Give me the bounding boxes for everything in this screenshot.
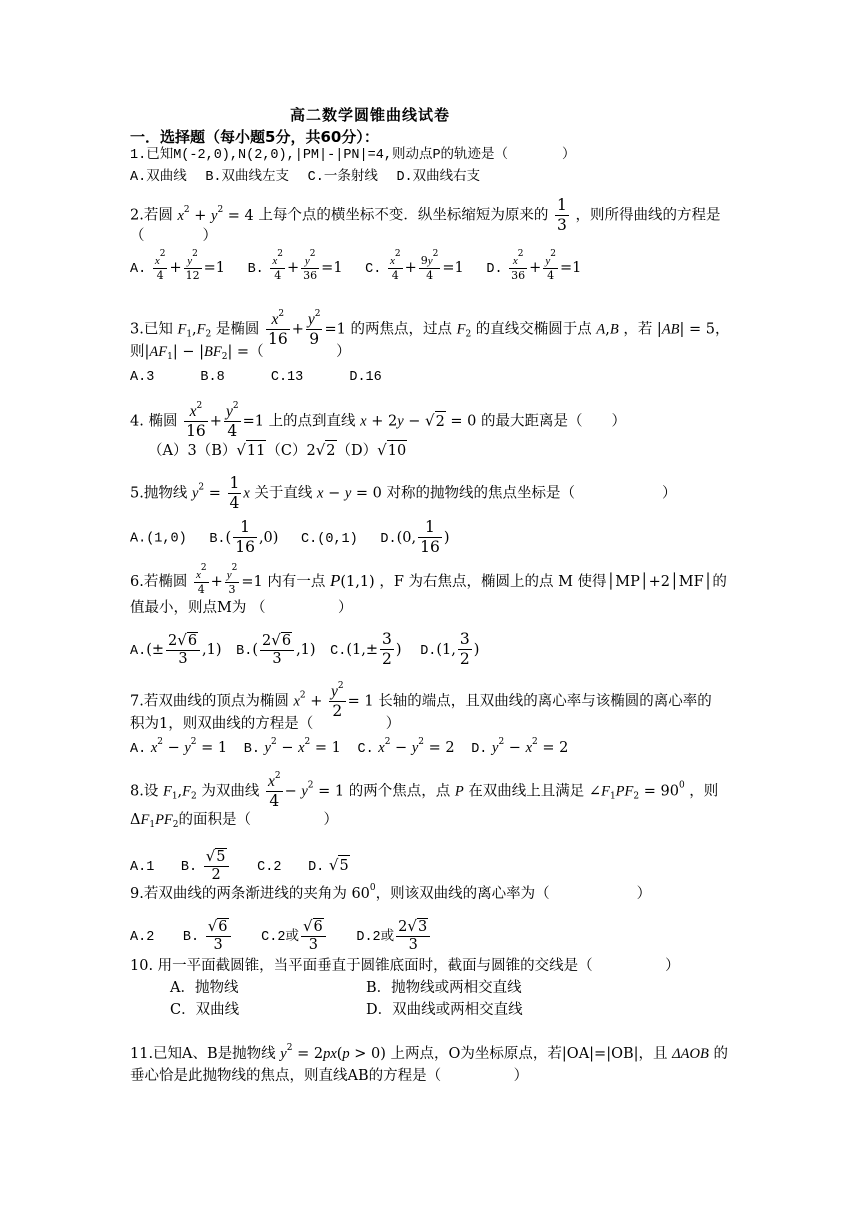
q3-stem-line2: 则$|AF_1| - |BF_2|$ =（ ） — [130, 344, 351, 362]
q1-option-b: B.双曲线左支 — [205, 170, 290, 185]
q4-option-a: （A）3 — [148, 443, 197, 459]
q6-stem-line2: 值最小，则点M为 （ ） — [130, 600, 353, 616]
q10-option-d: D．双曲线或两相交直线 — [366, 1002, 523, 1018]
q6-option-b: B.( $\frac{2√6}{3}$ ,1) — [236, 630, 316, 667]
q4-option-c: （C）2√2 — [266, 441, 336, 459]
q1-option-d: D.双曲线右支 — [396, 170, 481, 185]
q1-option-a: A.双曲线 — [130, 170, 187, 185]
q10-stem: 10. 用一平面截圆锥，当平面垂直于圆锥底面时，截面与圆锥的交线是（ ） — [130, 958, 680, 974]
q2-option-a: A. $\frac{x^2}{4}$ + $\frac{y^2}{12}$ =1 — [130, 249, 225, 282]
q6-option-a: A.(± $\frac{2√6}{3}$ ,1) — [130, 630, 222, 667]
q7-option-c: C. $x^2 - y^2 = 2$ — [357, 737, 455, 757]
q9-option-a: A.2 — [130, 930, 155, 945]
q10-option-b: B．抛物线或两相交直线 — [366, 980, 522, 996]
q4-stem: 4. 椭圆 $\frac{x^2}{16}$ + $\frac{y^2}{4}$ =1 上的点到直线 x + 2y − √2 = 0 的最大距离是（ ） — [130, 401, 627, 440]
q5-options — [130, 518, 449, 557]
q7-option-b: B. $y^2 - x^2 = 1$ — [243, 737, 341, 757]
q9-stem: 9.若双曲线的两条渐进线的夹角为 $60^0$，则该双曲线的离心率为（ ） — [130, 883, 652, 902]
q8-option-b: B. $\frac{√5}{2}$ — [181, 858, 231, 874]
q9-option-c: C.2或 $\frac{√6}{3}$ — [261, 928, 328, 944]
q8-option-d: D. √5 — [308, 856, 349, 875]
q3-option-d: D.16 — [349, 370, 382, 385]
q1-stem: 1.已知M(-2,0),N(2,0),|PM|-|PN|=4,则动点P的轨迹是（ ） — [130, 148, 576, 163]
q4-option-b: （B）√11 — [196, 441, 266, 459]
q3-option-c: C.13 — [270, 370, 304, 385]
q1-option-c: C.一条射线 — [307, 170, 378, 185]
q2-option-d: D. $\frac{x^2}{36}$ + $\frac{y^2}{4}$ =1 — [486, 249, 582, 282]
q2-stem: 2.若圆 $x^2 + y^2 = 4$ 上每个点的横坐标不变．纵坐标缩短为原来的 $\frac{1}{3}$ ，则所得曲线的方程是 — [130, 196, 721, 234]
q2-option-b: B. $\frac{x^2}{4}$ + $\frac{y^2}{36}$ =1 — [247, 249, 343, 282]
q3-stem: 3.已知 $F_1,F_2$ 是椭圆 $\frac{x^2}{16}$ + $\frac{y^2}{9}$ =1 的两焦点，过点 $F_2$ 的直线交椭圆于点 A,B ，若 |AB| = 5， — [130, 309, 730, 348]
q3-ellipse-x-term: $\frac{x^2}{16}$ — [267, 309, 288, 348]
q7-option-a: A. $x^2 - y^2 = 1$ — [130, 737, 228, 757]
q5-stem: 5.抛物线 $y^2$ = $\frac{1}{4}$ x 关于直线 x − y = 0 对称的抛物线的焦点坐标是（ ） — [130, 474, 677, 512]
q2-options — [130, 249, 582, 282]
q8-options — [130, 848, 350, 884]
q8-option-c: C.2 — [257, 860, 282, 875]
q6-option-d: D.(1, $\frac{3}{2}$ ) — [420, 630, 480, 668]
q10-option-a: A．抛物线 — [170, 980, 239, 996]
q11-stem: 11.已知A、B是抛物线 $y^2 = 2px(p > 0)$ 上两点，O为坐标原点，若|OA|=|OB|，且 ΔAOB 的 — [130, 1043, 728, 1062]
q9-options — [130, 918, 432, 954]
q7-stem: 7.若双曲线的顶点为椭圆 $x^2$ + $\frac{y^2}{2}$ = 1 长轴的端点，且双曲线的离心率与该椭圆的离心率的 — [130, 681, 712, 720]
q10-option-c: C．双曲线 — [170, 1002, 240, 1018]
q8-stem-line2: $\Delta F_1PF_2$的面积是（ ） — [130, 812, 339, 830]
q2-circle-equation: $x^2 + y^2 = 4$ — [177, 204, 254, 224]
q2-fraction-one-third: $\frac{1}{3}$ — [556, 196, 567, 234]
q5-option-c: C.(0,1) — [301, 531, 358, 547]
q3-options — [130, 368, 382, 388]
q1-options — [130, 166, 480, 188]
q5-option-b: B.( $\frac{1}{16}$ ,0) — [209, 518, 279, 556]
q6-option-c: C.(1,± $\frac{3}{2}$ ) — [330, 630, 402, 668]
page-title: 高二数学圆锥曲线试卷 — [289, 106, 450, 124]
q4-options — [148, 440, 407, 461]
q5-option-d: D.(0, $\frac{1}{16}$ ) — [380, 518, 450, 556]
section-heading: 一．选择题（每小题5分，共60分）： — [130, 128, 379, 146]
q8-stem: 8.设 $F_1,F_2$ 为双曲线 $\frac{x^2}{4}$ − $y^2 = 1$ 的两个焦点，点 P 在双曲线上且满足 $\angle F_1PF_2 = 90^0$ ，则 — [130, 771, 719, 810]
q9-option-d: D.2或 $\frac{2√3}{3}$ — [356, 928, 432, 944]
q8-option-a: A.1 — [130, 860, 155, 875]
q5-option-a: A.(1,0) — [130, 531, 187, 547]
q2-paren: （ ） — [130, 228, 217, 244]
q11-stem-line2: 垂心恰是此抛物线的焦点，则直线AB的方程是（ ） — [130, 1068, 529, 1084]
q7-option-d: D. $y^2 - x^2 = 2$ — [471, 737, 569, 757]
q3-option-a: A.3 — [130, 370, 155, 385]
q9-option-b: B. $\frac{√6}{3}$ — [183, 928, 233, 944]
q4-option-d: （D）√10 — [336, 441, 407, 459]
q7-stem-line2: 积为1，则双曲线的方程是（ ） — [130, 716, 401, 732]
q3-option-b: B.8 — [200, 370, 225, 385]
q6-stem: 6.若椭圆 $\frac{x^2}{4}$ + $\frac{y^2}{3}$ =1 内有一点 P(1,1) ，F 为右焦点，椭圆上的点 M 使得│MP│+2│MF│的 — [130, 563, 727, 596]
q6-options — [130, 630, 479, 669]
q2-option-c: C. $\frac{x^2}{4}$ + $\frac{9y^2}{4}$ =1 — [365, 249, 464, 282]
q7-options — [130, 738, 568, 760]
